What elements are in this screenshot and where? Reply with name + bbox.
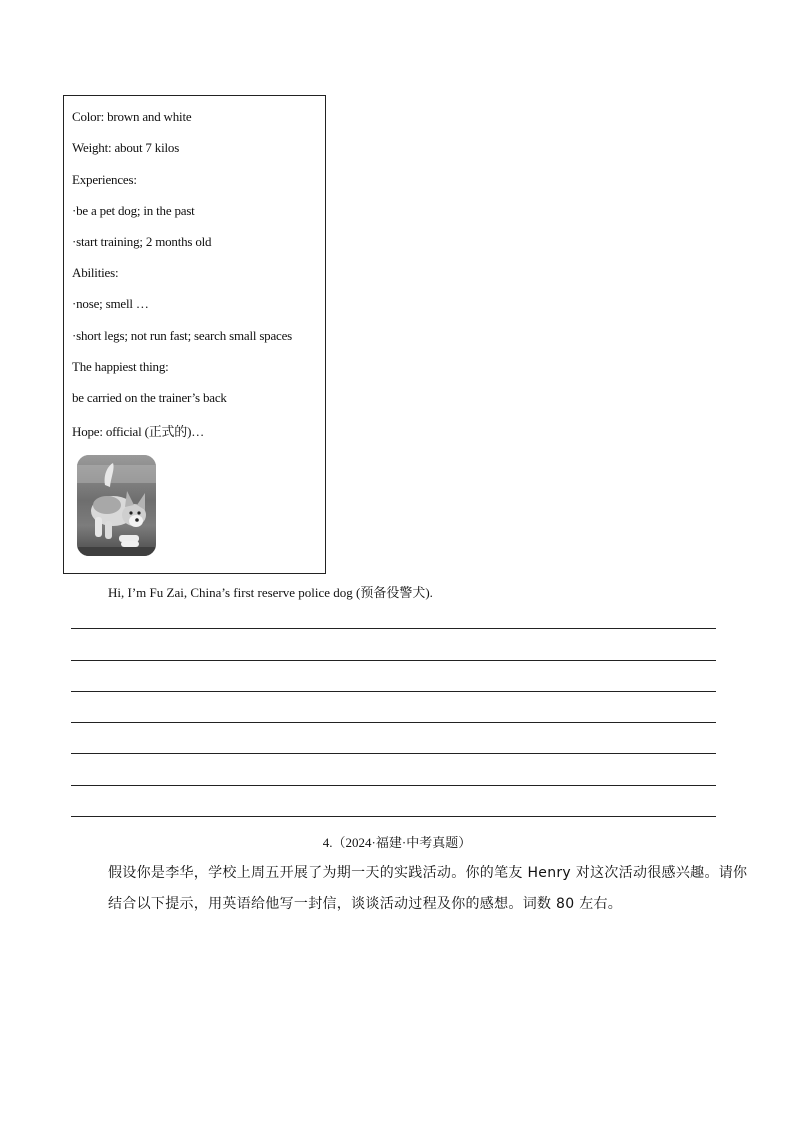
dog-profile-box [63,95,326,574]
writing-line [71,628,716,629]
question-title: 4.（2024·福建·中考真题） [322,835,472,850]
writing-line [71,660,716,661]
writing-line [71,691,716,692]
profile-happiest-item: be carried on the trainer’s back [72,390,227,405]
profile-experience-item: ·start training; 2 months old [72,234,212,249]
writing-line [71,785,716,786]
profile-weight: Weight: about 7 kilos [72,140,180,155]
writing-line [71,722,716,723]
writing-line [71,753,716,754]
writing-line [71,816,716,817]
profile-experience-item: ·be a pet dog; in the past [72,203,195,218]
question-body-line: 结合以下提示，用英语给他写一封信，谈谈活动过程及你的感想。词数 80 左右。 [108,896,623,912]
profile-color: Color: brown and white [72,109,192,124]
intro-sentence: Hi, I’m Fu Zai, China’s first reserve police dog (预备役警犬). [108,585,433,600]
profile-ability-item: ·short legs; not run fast; search small spaces [72,328,293,343]
corgi-dog-photo [77,455,156,556]
profile-ability-item: ·nose; smell … [72,296,149,311]
profile-experiences-heading: Experiences: [72,172,137,187]
profile-abilities-heading: Abilities: [72,265,119,280]
profile-hope: Hope: official (正式的)… [72,424,205,439]
profile-happiest-heading: The happiest thing: [72,359,169,374]
question-body-line: 假设你是李华，学校上周五开展了为期一天的实践活动。你的笔友 Henry 对这次活动很感兴趣。请你 [108,865,748,881]
